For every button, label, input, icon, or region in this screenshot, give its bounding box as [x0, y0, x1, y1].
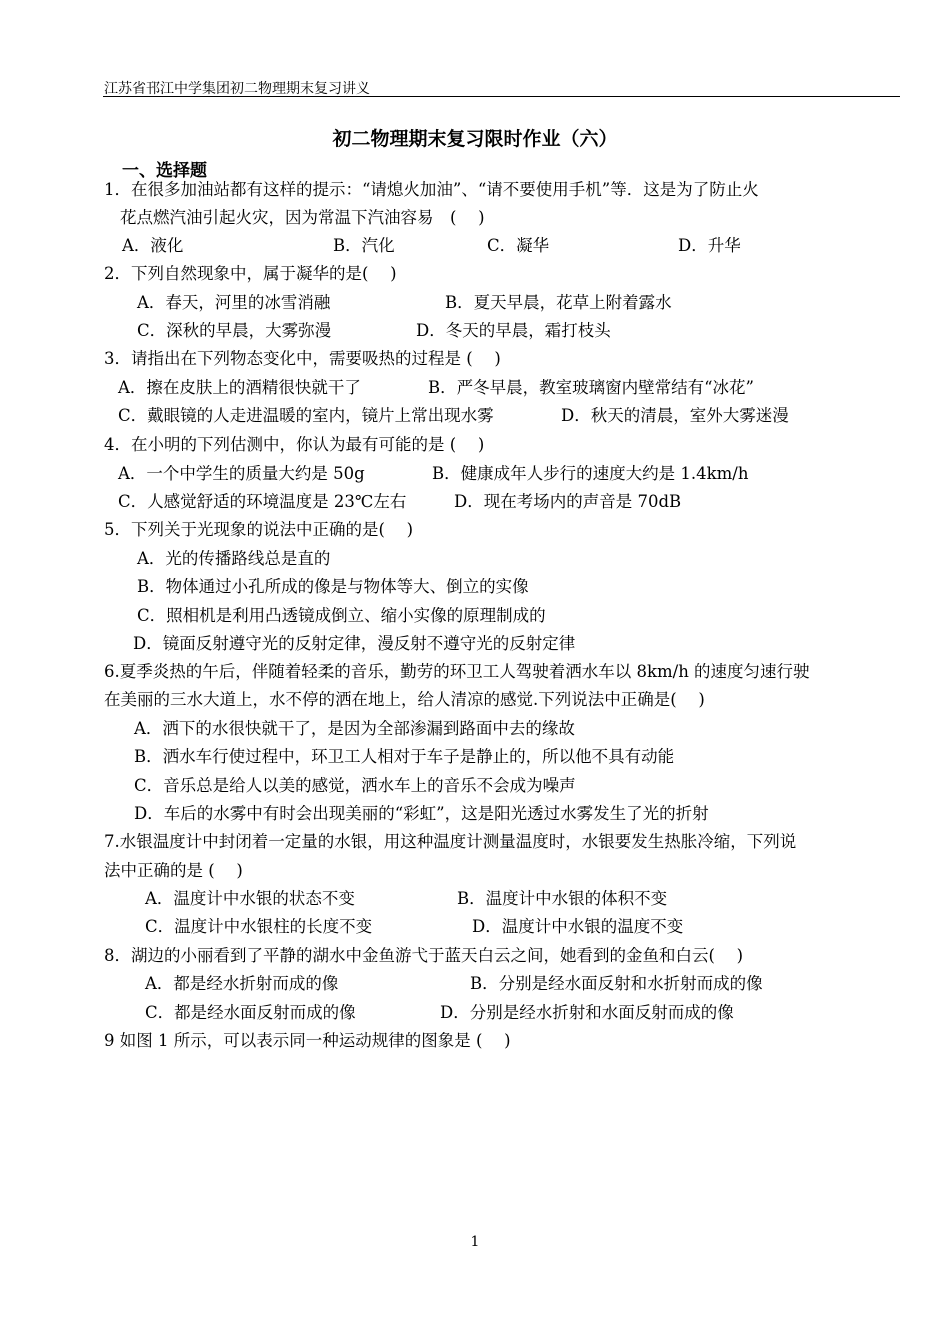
question-1-option-c: C．凝华 [487, 236, 550, 255]
question-5-option-b: B．物体通过小孔所成的像是与物体等大、倒立的实像 [137, 577, 529, 596]
question-4-line-1: 4．在小明的下列估测中，你认为最有可能的是 ( ) [104, 435, 485, 454]
question-7-line-1: 7.水银温度计中封闭着一定量的水银，用这种温度计测量温度时，水银要发生热胀冷缩，下列说 [104, 832, 797, 851]
question-4-option-d: D．现在考场内的声音是 70dB [454, 492, 682, 511]
question-4-option-b: B．健康成年人步行的速度大约是 1.4km/h [432, 464, 749, 483]
header-rule [103, 96, 900, 97]
question-8-line-1: 8．湖边的小丽看到了平静的湖水中金鱼游弋于蓝天白云之间，她看到的金鱼和白云( ) [104, 946, 744, 965]
page-title: 初二物理期末复习限时作业（六） [332, 128, 618, 150]
question-3-option-c: C．戴眼镜的人走进温暖的室内，镜片上常出现水雾 [118, 406, 494, 425]
question-5-option-d: D．镜面反射遵守光的反射定律，漫反射不遵守光的反射定律 [133, 634, 576, 653]
question-2-option-a: A．春天，河里的冰雪消融 [137, 293, 331, 312]
question-6-line-2: 在美丽的三水大道上，水不停的洒在地上，给人清凉的感觉.下列说法中正确是( ) [104, 690, 705, 709]
question-6-line-1: 6.夏季炎热的午后，伴随着轻柔的音乐，勤劳的环卫工人驾驶着洒水车以 8km/h 的速度匀速行驶 [104, 662, 810, 681]
question-7-option-b: B．温度计中水银的体积不变 [457, 889, 668, 908]
question-3-option-b: B．严冬早晨，教室玻璃窗内壁常结有“冰花” [428, 378, 754, 397]
question-7-option-d: D．温度计中水银的温度不变 [472, 917, 684, 936]
question-1-option-b: B．汽化 [333, 236, 395, 255]
question-7-option-a: A．温度计中水银的状态不变 [145, 889, 355, 908]
question-6-option-d: D．车后的水雾中有时会出现美丽的“彩虹”，这是阳光透过水雾发生了光的折射 [134, 804, 709, 823]
question-3-option-a: A．擦在皮肤上的酒精很快就干了 [118, 378, 361, 397]
question-3-option-d: D．秋天的清晨，室外大雾迷漫 [561, 406, 789, 425]
question-4-option-c: C．人感觉舒适的环境温度是 23℃左右 [118, 492, 407, 511]
question-5-option-c: C．照相机是利用凸透镜成倒立、缩小实像的原理制成的 [137, 606, 546, 625]
question-1-line-2: 花点燃汽油引起火灾，因为常温下汽油容易 ( ) [120, 208, 485, 227]
page-number: 1 [470, 1234, 480, 1250]
question-8-option-c: C．都是经水面反射而成的像 [145, 1003, 356, 1022]
section-heading: 一、选择题 [122, 161, 207, 181]
question-1-line-1: 1．在很多加油站都有这样的提示：“请熄火加油”、“请不要使用手机”等．这是为了防止火 [104, 180, 759, 199]
question-5-line-1: 5．下列关于光现象的说法中正确的是( ) [104, 520, 414, 539]
question-9-line-1: 9 如图 1 所示，可以表示同一种运动规律的图象是 ( ) [104, 1031, 511, 1050]
question-8-option-b: B．分别是经水面反射和水折射而成的像 [470, 974, 763, 993]
question-7-option-c: C．温度计中水银柱的长度不变 [145, 917, 373, 936]
question-8-option-a: A．都是经水折射而成的像 [145, 974, 339, 993]
question-2-option-c: C．深秋的早晨，大雾弥漫 [137, 321, 332, 340]
question-2-option-d: D．冬天的早晨，霜打枝头 [416, 321, 611, 340]
question-5-option-a: A．光的传播路线总是直的 [137, 549, 331, 568]
question-8-option-d: D．分别是经水折射和水面反射而成的像 [440, 1003, 734, 1022]
question-6-option-a: A．洒下的水很快就干了，是因为全部渗漏到路面中去的缘故 [134, 719, 575, 738]
question-6-option-c: C．音乐总是给人以美的感觉，洒水车上的音乐不会成为噪声 [134, 776, 576, 795]
question-2-option-b: B．夏天早晨，花草上附着露水 [445, 293, 672, 312]
question-6-option-b: B．洒水车行使过程中，环卫工人相对于车子是静止的，所以他不具有动能 [134, 747, 675, 766]
question-1-option-a: A．液化 [122, 236, 184, 255]
question-2-line-1: 2．下列自然现象中，属于凝华的是( ) [104, 264, 397, 283]
question-4-option-a: A．一个中学生的质量大约是 50g [118, 464, 365, 483]
question-1-option-d: D．升华 [678, 236, 741, 255]
question-3-line-1: 3．请指出在下列物态变化中，需要吸热的过程是 ( ) [104, 349, 501, 368]
question-7-line-2: 法中正确的是 ( ) [104, 861, 243, 880]
running-header: 江苏省邗江中学集团初二物理期末复习讲义 [104, 81, 370, 97]
